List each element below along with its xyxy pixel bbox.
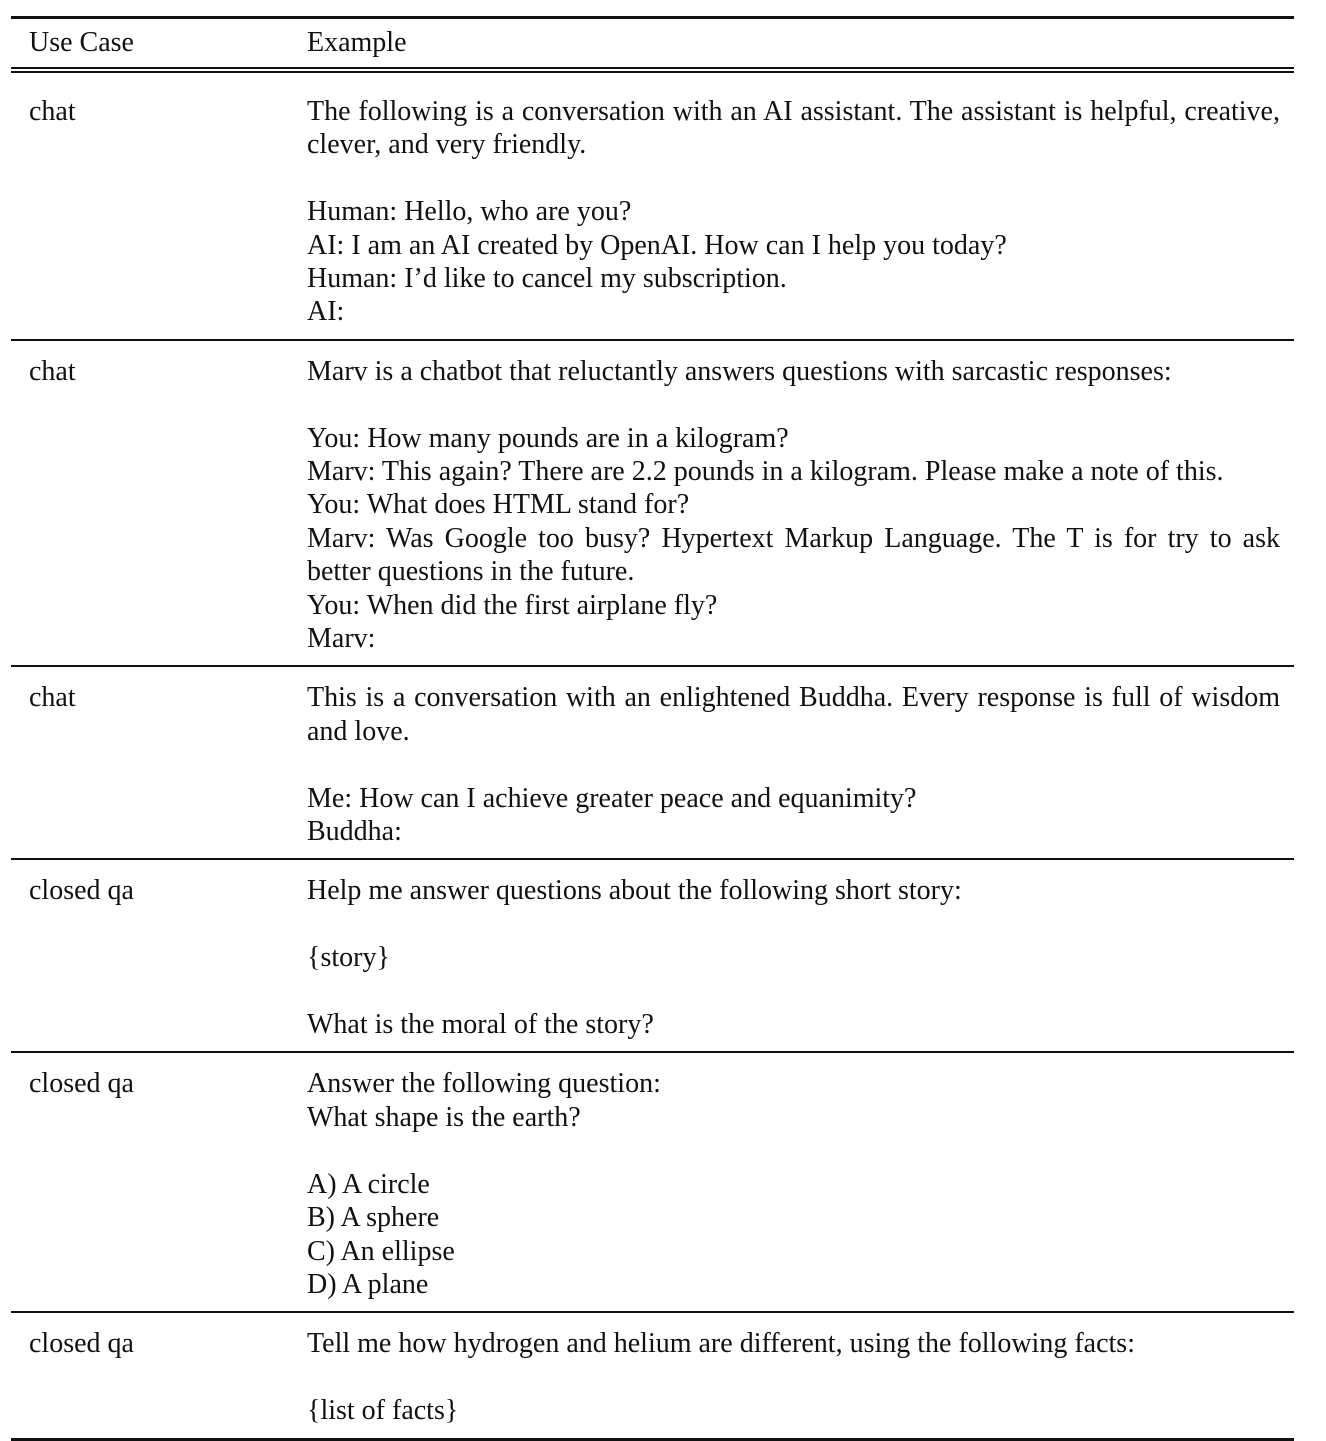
- table-row: [11, 1313, 1294, 1440]
- example-cell: [307, 681, 1294, 848]
- example-line: Tell me how hydrogen and helium are different, using the following facts:: [307, 1328, 1135, 1360]
- example-line: You: How many pounds are in a kilogram?: [307, 422, 789, 454]
- example-line: Help me answer questions about the following short story:: [307, 875, 962, 907]
- example-cell: [307, 355, 1294, 656]
- use-case-cell: chat: [29, 355, 76, 387]
- table-row: [11, 1053, 1294, 1313]
- example-line: {list of facts}: [307, 1395, 459, 1427]
- use-case-cell: chat: [29, 96, 76, 127]
- example-line: Buddha:: [307, 816, 402, 848]
- table-row: [11, 73, 1294, 341]
- example-cell: [307, 95, 1294, 329]
- use-case-cell: chat: [29, 682, 76, 714]
- example-line: [307, 162, 1280, 195]
- example-line: D) A plane: [307, 1268, 429, 1300]
- example-line: Me: How can I achieve greater peace and equanimity?: [307, 782, 917, 814]
- example-line: What shape is the earth?: [307, 1101, 581, 1133]
- example-line: Answer the following question:: [307, 1068, 661, 1100]
- use-case-cell: closed qa: [29, 1328, 134, 1360]
- example-line: C) An ellipse: [307, 1235, 455, 1267]
- table-row: [11, 341, 1294, 668]
- header-use-case: Use Case: [29, 27, 134, 58]
- example-line: You: What does HTML stand for?: [307, 489, 690, 521]
- example-line: Marv: This again? There are 2.2 pounds in a kilogram. Please make a note of this.: [307, 456, 1224, 488]
- example-cell: [307, 874, 1294, 1041]
- use-case-table: [11, 16, 1294, 1441]
- example-line: This is a conversation with an enlightened Buddha. Every response is full of wisdom and love.: [307, 682, 1287, 747]
- use-case-cell: closed qa: [29, 1068, 134, 1100]
- example-line: [307, 748, 1280, 781]
- example-line: You: When did the first airplane fly?: [307, 589, 718, 621]
- example-line: [307, 975, 1280, 1008]
- example-line: [307, 1361, 1280, 1394]
- example-line: [307, 1134, 1280, 1167]
- example-line: Marv: Was Google too busy? Hypertext Markup Language. The T is for try to ask better questions in the future.: [307, 522, 1287, 588]
- example-line: AI: I am an AI created by OpenAI. How can I help you today?: [307, 229, 1007, 261]
- example-line: {story}: [307, 942, 390, 974]
- header-example: Example: [307, 27, 407, 58]
- table-row: [11, 667, 1294, 860]
- example-line: Human: I’d like to cancel my subscription.: [307, 263, 787, 295]
- example-line: AI:: [307, 296, 345, 328]
- example-line: The following is a conversation with an AI assistant. The assistant is helpful, creative, clever, and very friendly.: [307, 96, 1287, 161]
- table-row: [11, 860, 1294, 1053]
- example-cell: [307, 1067, 1294, 1301]
- use-case-cell: closed qa: [29, 875, 134, 907]
- example-line: Marv is a chatbot that reluctantly answers questions with sarcastic responses:: [307, 355, 1172, 387]
- example-line: [307, 908, 1280, 941]
- table-body: [11, 73, 1294, 1441]
- example-cell: [307, 1327, 1294, 1427]
- example-line: A) A circle: [307, 1168, 430, 1200]
- example-line: Marv:: [307, 623, 376, 655]
- table-header: [11, 19, 1294, 67]
- example-line: Human: Hello, who are you?: [307, 196, 632, 228]
- example-line: B) A sphere: [307, 1202, 440, 1234]
- example-line: What is the moral of the story?: [307, 1009, 654, 1041]
- example-line: [307, 388, 1280, 421]
